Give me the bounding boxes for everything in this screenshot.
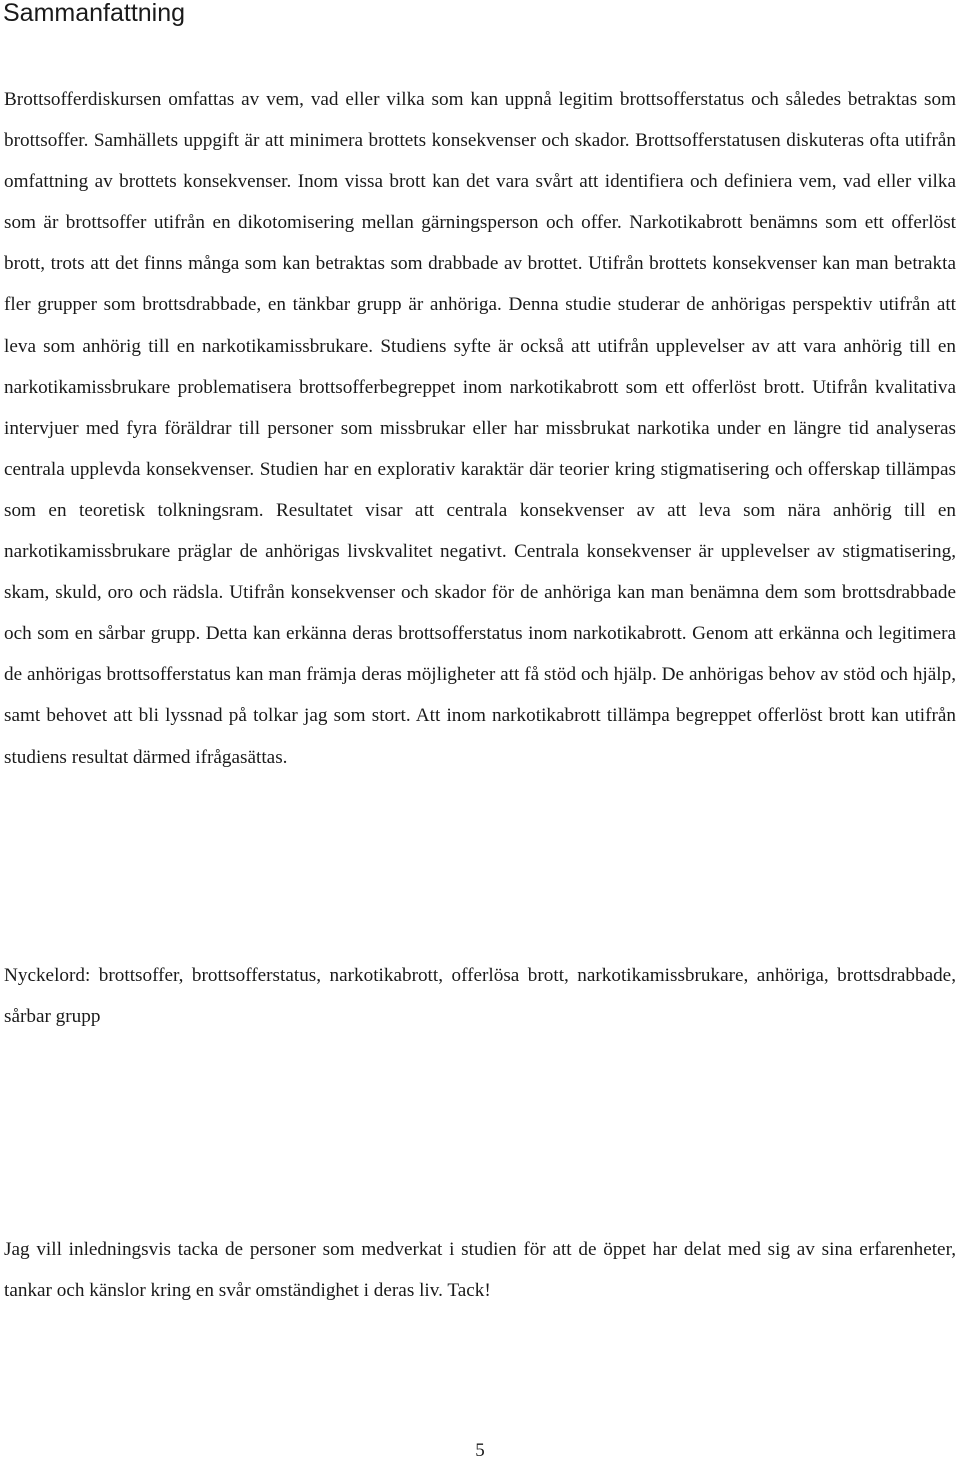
abstract-paragraph: Brottsofferdiskursen omfattas av vem, vad eller vilka som kan uppnå legitim brottsofferstatus och således betraktas som brottsoffer. Samhällets uppgift är att minimera brottets konsekvenser och skador. Brottsofferstatusen diskuteras ofta utifrån omfattning av brottets konsekvenser. Inom vissa brott kan det vara svårt att identifiera och definiera vem, vad eller vilka som är brottsoffer utifrån en dikotomisering mellan gärningsperson och offer. Narkotikabrott benämns som ett offerlöst brott, trots att det finns många som kan betraktas som drabbade av brottet. Utifrån brottets konsekvenser kan man betrakta fler grupper som brottsdrabbade, en tänkbar grupp är anhöriga. Denna studie studerar de anhörigas perspektiv utifrån att leva som anhörig till en narkotikamissbrukare. Studiens syfte är också att utifrån upplevelser av att vara anhörig till en narkotikamissbrukare problematisera brottsofferbegreppet inom narkotikabrott som ett offerlöst brott. Utifrån kvalitativa intervjuer med fyra föräldrar till personer som missbrukar eller har missbrukat narkotika under en längre tid analyseras centrala upplevda konsekvenser. Studien har en explorativ karaktär där teorier kring stigmatisering och offerskap tillämpas som en teoretisk tolkningsram. Resultatet visar att centrala konsekvenser av att leva som nära anhörig till en narkotikamissbrukare präglar de anhörigas livskvalitet negativt. Centrala konsekvenser är upplevelser av stigmatisering, skam, skuld, oro och rädsla. Utifrån konsekvenser och skador för de anhöriga kan man benämna dem som brottsdrabbade och som en sårbar grupp. Detta kan erkänna deras brottsofferstatus inom narkotikabrott. Genom att erkänna och legitimera de anhörigas brottsofferstatus kan man främja deras möjligheter att få stöd och hjälp. De anhörigas behov av stöd och hjälp, samt behovet att bli lyssnad på tolkar jag som stort. Att inom narkotikabrott tillämpa begreppet offerlöst brott kan utifrån studiens resultat därmed ifrågasättas.	[4, 89, 956, 768]
page-number: 5	[475, 1440, 485, 1461]
section-heading: Sammanfattning	[3, 0, 186, 27]
acknowledgement-paragraph: Jag vill inledningsvis tacka de personer som medverkat i studien för att de öppet har delat med sig av sina erfarenheter, tankar och känslor kring en svår omständighet i deras liv. Tack!	[4, 1239, 956, 1302]
keywords-paragraph: Nyckelord: brottsoffer, brottsofferstatus, narkotikabrott, offerlösa brott, narkotikamissbrukare, anhöriga, brottsdrabbade, sårbar grupp	[4, 965, 956, 1028]
